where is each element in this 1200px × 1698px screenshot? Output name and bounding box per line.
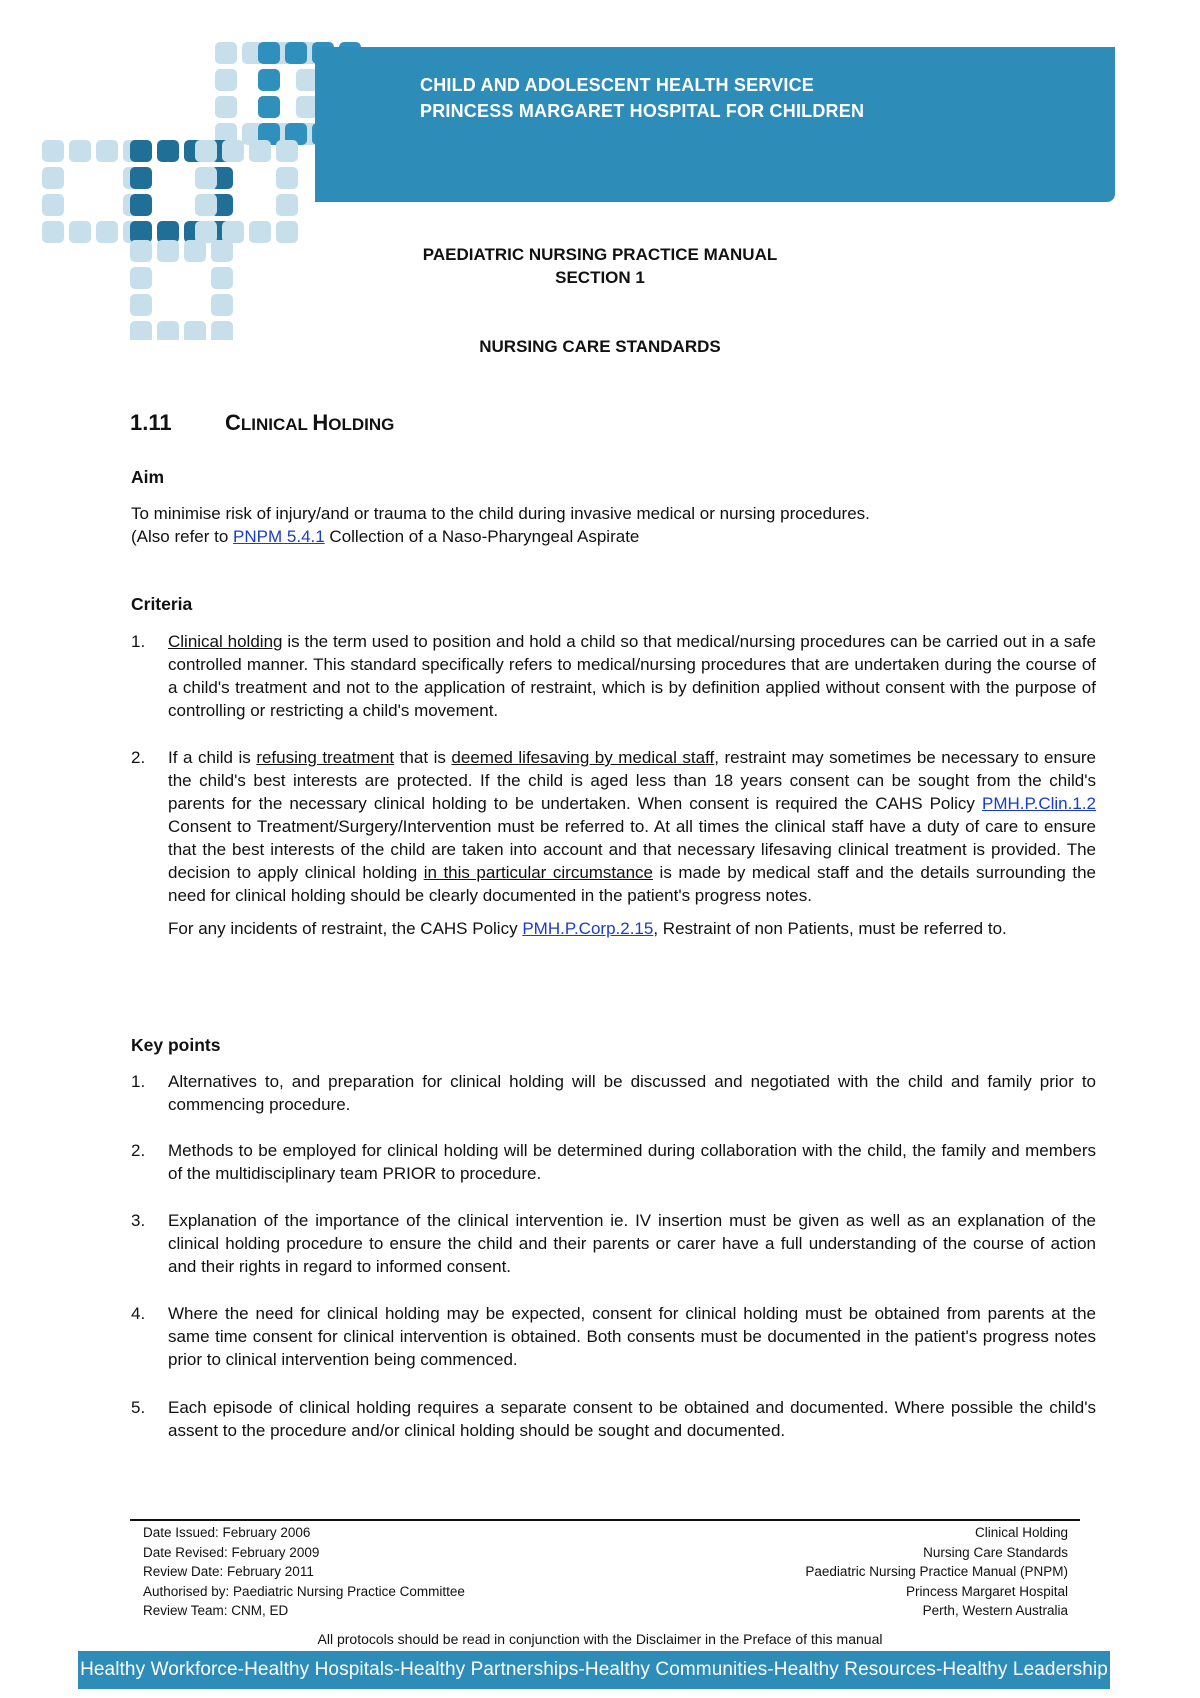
key-point-item: 4. Where the need for clinical holding may be expected, consent for clinical holding must be obtained from parents at the same time consent for clinical intervention is obtained. Both consents must be documented in the patient's progress notes prior to clinical intervention being commenced. [131,1304,1096,1369]
pnpm-5-4-1-link[interactable]: PNPM 5.4.1 [233,527,325,546]
manual-title: PAEDIATRIC NURSING PRACTICE MANUAL [422,245,778,264]
key-points-heading: Key points [131,1035,221,1055]
key-point-item: 1. Alternatives to, and preparation for clinical holding will be discussed and negotiated with the child and family prior to commencing procedure. [131,1072,1096,1114]
criteria-item: 2. If a child is refusing treatment that is deemed lifesaving by medical staff, restraint may sometimes be necessary to ensure the child's best interests are protected. If the child is aged less than 18 years consent can be sought from the child's parents for the necessary clinical holding to be undertaken. When consent is required the CAHS Policy PMH.P.Clin.1.2 Consent to Treatment/Surgery/Intervention must be referred to. At all times the clinical staff have a duty of care to ensure that the best interests of the child are taken into account and that necessary lifesaving clinical treatment is provided. The decision to apply clinical holding in this particular circumstance is made by medical staff and the details surrounding the need for clinical holding should be clearly documented in the patient's progress notes. For any incidents of restraint, the CAHS Policy PMH.P.Corp.2.15, Restraint of non Patients, must be referred to. [131,748,1097,938]
header-banner [315,47,1115,202]
pmh-p-corp-2-15-link[interactable]: PMH.P.Corp.2.15 [522,919,654,938]
aim-heading: Aim [131,467,165,487]
criteria-item: 1. Clinical holding is the term used to position and hold a child so that medical/nursing procedures can be carried out in a safe controlled manner. This standard specifically refers to medical/nursing procedures that are undertaken during the course of a child's treatment and not to the application of restraint, which is by definition applied without consent with the purpose of controlling or restricting a child's movement. [131,632,1097,720]
org-name-line2: PRINCESS MARGARET HOSPITAL FOR CHILDREN [420,101,865,121]
slogan-bar: Healthy Workforce-Healthy Hospitals-Healthy Partnerships-Healthy Communities-Healthy Resources-Healthy Leadership [78,1651,1110,1689]
section-label: SECTION 1 [555,268,645,287]
key-point-item: 5. Each episode of clinical holding requires a separate consent to be obtained and documented. Where possible the child's assent to the procedure and/or clinical holding should be sought and documented. [131,1398,1096,1440]
footer-divider [130,1519,1080,1521]
pmh-p-clin-1-2-link[interactable]: PMH.P.Clin.1.2 [981,794,1096,813]
key-point-item: 3. Explanation of the importance of the clinical intervention ie. IV insertion must be given as well as an explanation of the clinical holding procedure to ensure the child and their parents or carer have a full understanding of the course of action and their rights in regard to informed consent. [131,1211,1096,1276]
aim-text: To minimise risk of injury/and or trauma to the child during invasive medical or nursing procedures. (Also refer to PNPM 5.4.1 Collection of a Naso-Pharyngeal Aspirate [131,504,870,546]
criteria-heading: Criteria [131,594,193,614]
section-number: 1.11 [130,410,172,435]
page-title [130,410,394,436]
disclaimer-text: All protocols should be read in conjunction with the Disclaimer in the Preface of this manual [317,1631,883,1647]
clinical-holding-term: Clinical holding [168,632,283,651]
footer-document-info: Date Issued: February 2006 Date Revised: February 2009 Review Date: February 2011 Authorised by: Paediatric Nursing Practice Committee Review Team: CNM, ED [143,1525,465,1618]
section-subtitle: NURSING CARE STANDARDS [479,337,721,356]
org-name-line1: CHILD AND ADOLESCENT HEALTH SERVICE [420,75,815,95]
footer-manual-info: Clinical Holding Nursing Care Standards Paediatric Nursing Practice Manual (PNPM) Princess Margaret Hospital Perth, Western Australia [805,1525,1068,1618]
key-point-item: 2. Methods to be employed for clinical holding will be determined during collaboration with the child, the family and members of the multidisciplinary team PRIOR to procedure. [131,1141,1096,1183]
section-title: CLINICAL HOLDING [225,410,395,435]
